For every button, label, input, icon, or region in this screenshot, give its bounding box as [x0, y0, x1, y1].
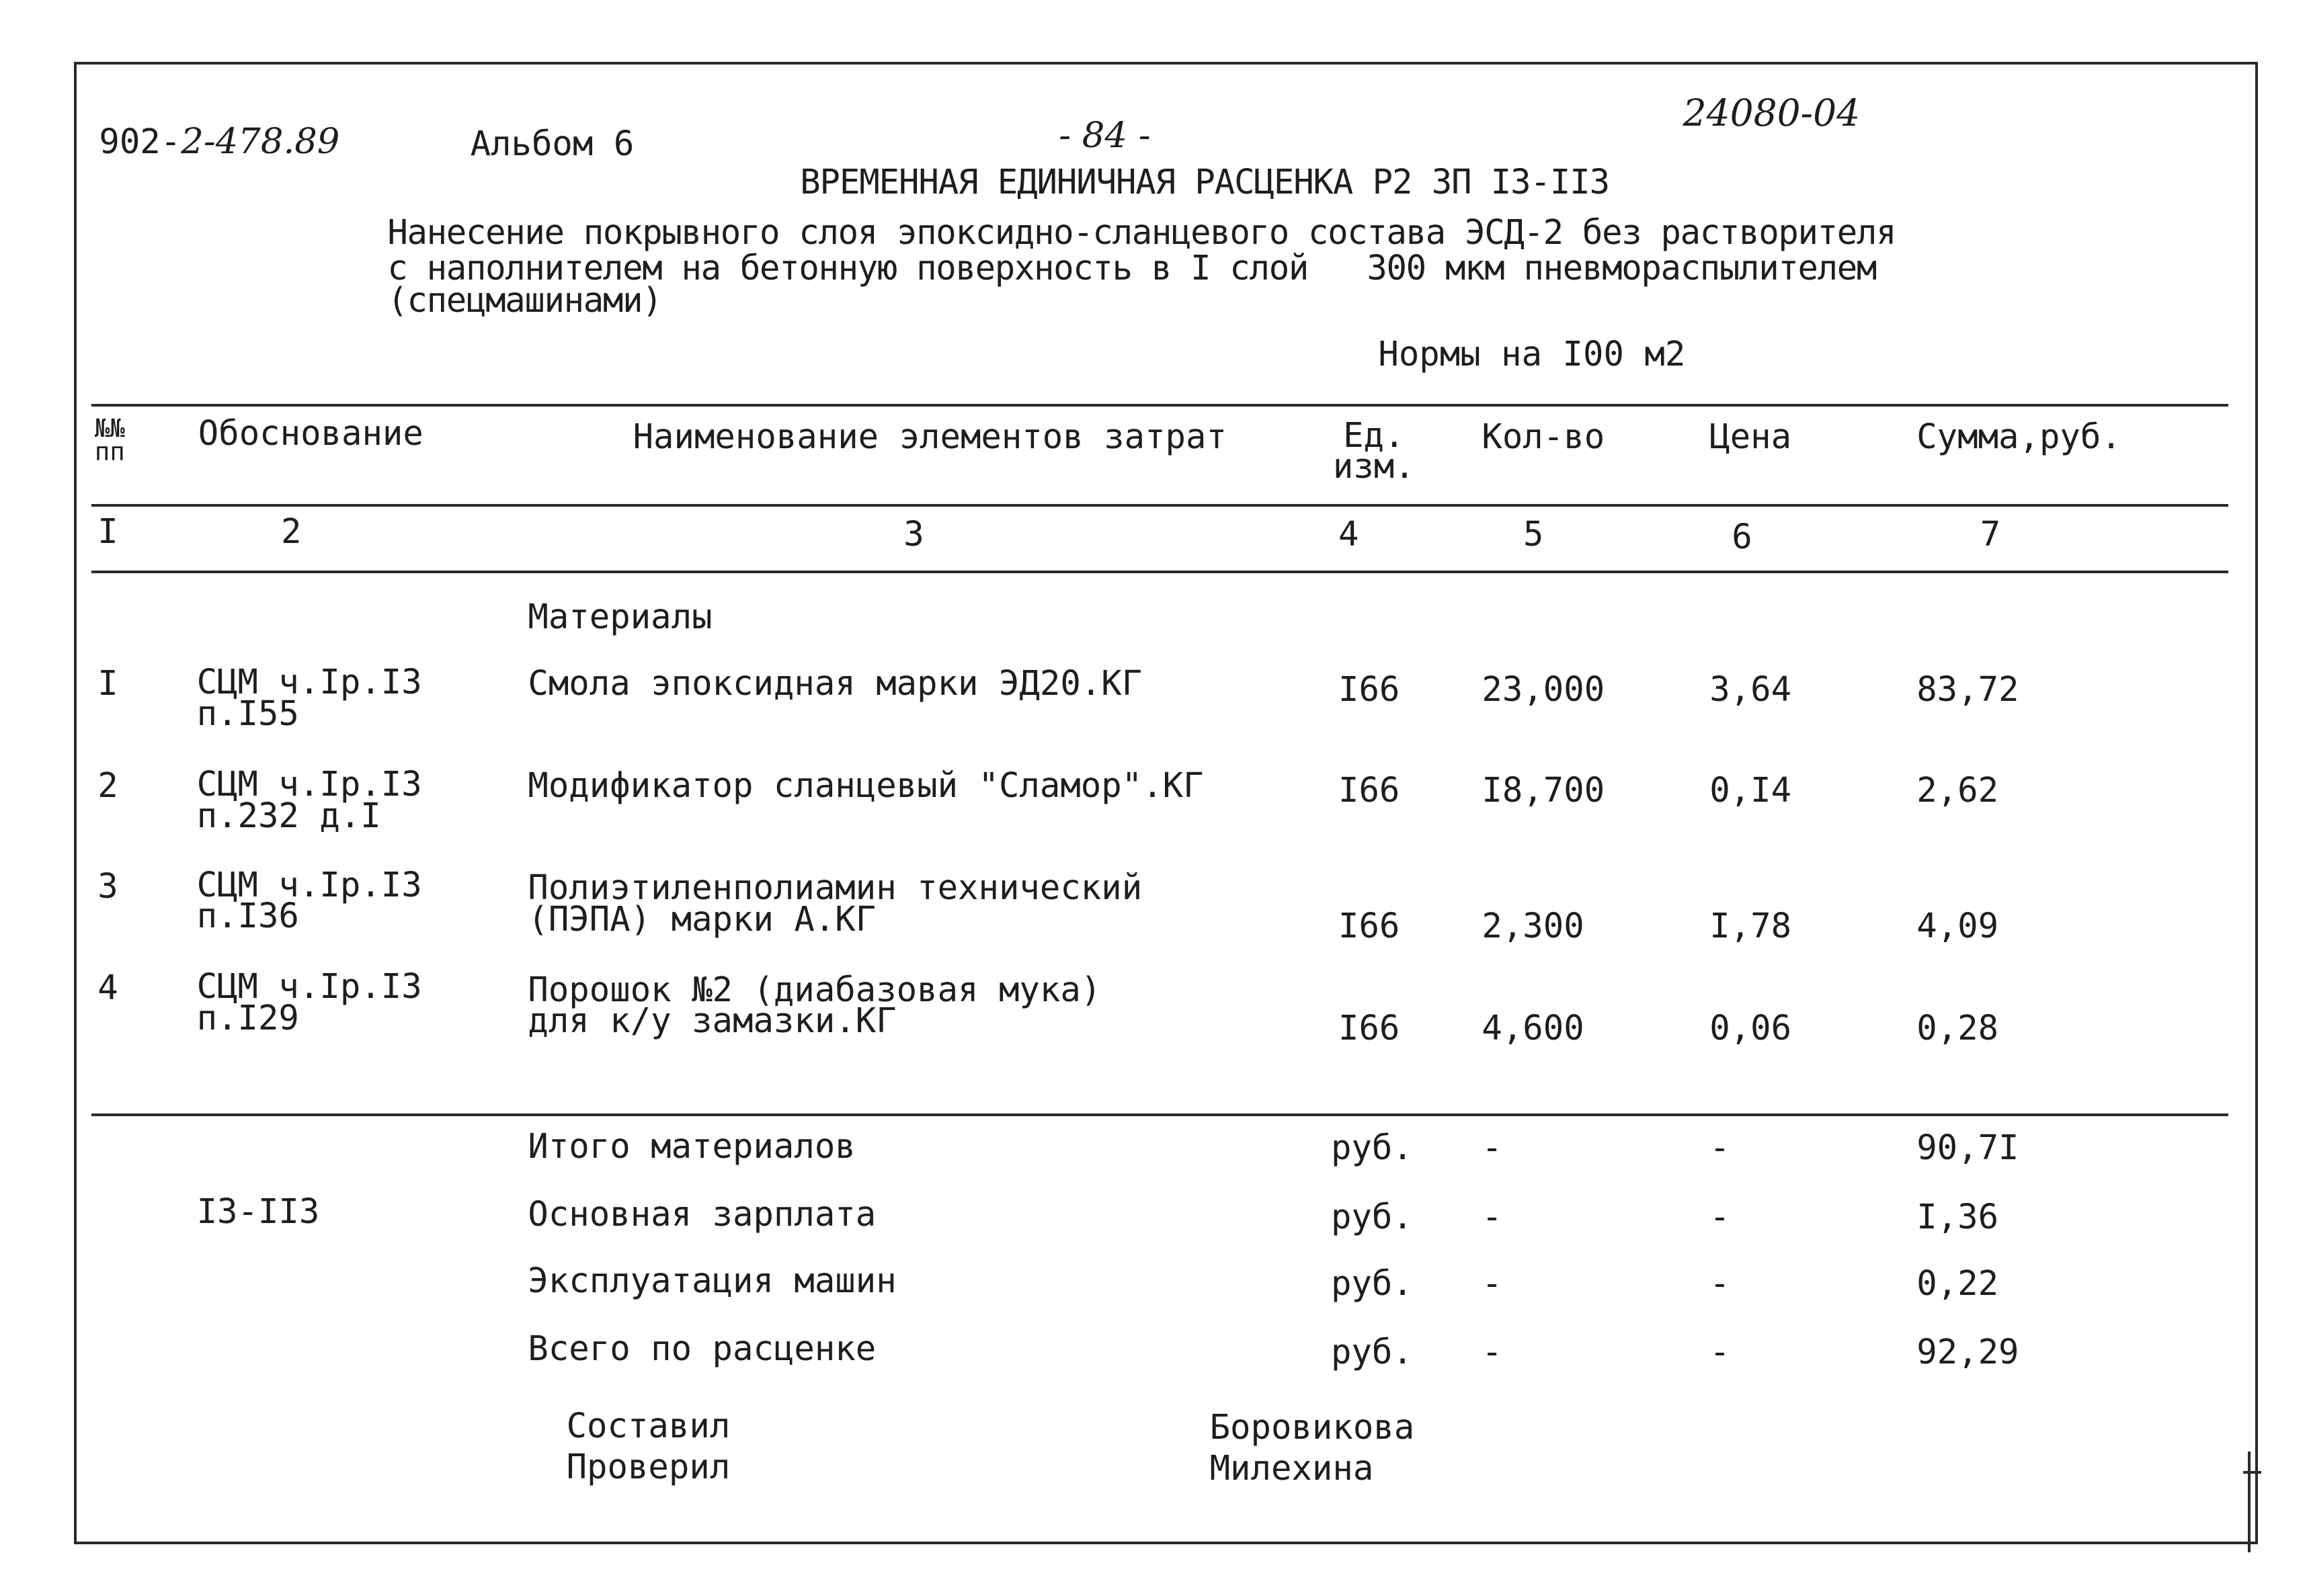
summary-sum: I,36	[1916, 1197, 1999, 1237]
summary-qty: -	[1482, 1128, 1502, 1167]
col-header-price: Цена	[1709, 416, 1792, 456]
col-number-3: 3	[903, 514, 924, 554]
col-header-unit: Ед. изм.	[1332, 415, 1415, 487]
description-line-1: Нанесение покрывного слоя эпоксидно-сланцевого состава ЭСД-2 без растворителя	[387, 212, 1896, 253]
album-label: Альбом 6	[470, 124, 635, 164]
col-header-qty: Кол-во	[1482, 416, 1605, 456]
description-line-2: с наполнителем на бетонную поверхность в I слой 300 мкм пневмораспылителем	[387, 248, 1877, 288]
summary-qty: -	[1482, 1197, 1502, 1237]
row-name: Модификатор сланцевый "Сламор".КГ	[528, 765, 1204, 806]
project-code	[99, 120, 340, 162]
row-num: 2	[97, 765, 118, 805]
checked-label: Проверил	[566, 1447, 731, 1487]
row-price: 0,I4	[1709, 769, 1792, 810]
summary-name: Основная зарплата	[528, 1194, 877, 1234]
summary-sum: 92,29	[1916, 1331, 2019, 1372]
summary-unit: руб.	[1331, 1128, 1413, 1167]
row-unit: I66	[1338, 906, 1400, 946]
summary-price: -	[1709, 1263, 1730, 1304]
description-line-3: (спецмашинами)	[387, 280, 662, 321]
col-number-1: I	[97, 511, 118, 551]
summary-qty: -	[1482, 1331, 1502, 1372]
col-header-name: Наименование элементов затрат	[633, 416, 1227, 456]
row-price: 3,64	[1709, 669, 1792, 709]
row-basis: СЦМ ч.Iр.I3 п.I36	[196, 864, 422, 936]
summary-sum: 90,7I	[1916, 1128, 2019, 1167]
checked-name: Милехина	[1209, 1448, 1374, 1488]
col-number-4: 4	[1338, 514, 1359, 554]
summary-qty: -	[1482, 1263, 1502, 1304]
col-header-num: №№ пп	[94, 413, 125, 466]
row-qty: 4,600	[1482, 1007, 1584, 1048]
summary-name: Итого материалов	[528, 1126, 856, 1166]
column-numbers-rule	[91, 571, 2228, 573]
row-sum: 0,28	[1916, 1007, 1999, 1048]
summary-basis: I3-II3	[196, 1191, 320, 1231]
page-number: - 84 -	[1059, 115, 1151, 156]
project-code-handwritten: 2-478.89	[181, 120, 340, 162]
row-num: I	[97, 663, 118, 704]
row-name: Порошок №2 (диабазовая мука) для к/у замазки.КГ	[528, 969, 1102, 1041]
summary-rule	[91, 1114, 2228, 1116]
summary-unit: руб.	[1331, 1331, 1413, 1372]
row-sum: 83,72	[1916, 669, 2019, 709]
row-name: Смола эпоксидная марки ЭД20.КГ	[528, 663, 1143, 704]
row-basis: СЦМ ч.Iр.I3 п.I29	[196, 966, 422, 1038]
row-num: 4	[97, 968, 118, 1008]
row-qty: I8,700	[1482, 769, 1605, 810]
col-header-basis: Обоснование	[198, 413, 423, 454]
edge-vertical-mark	[2248, 1452, 2251, 1552]
summary-price: -	[1709, 1197, 1730, 1237]
row-name: Полиэтиленполиамин технический (ПЭПА) марки А.КГ	[528, 868, 1143, 939]
summary-name: Эксплуатация машин	[528, 1261, 897, 1300]
compiled-name: Боровикова	[1209, 1406, 1415, 1447]
summary-sum: 0,22	[1916, 1263, 1999, 1304]
row-unit: I66	[1338, 669, 1400, 709]
col-number-5: 5	[1523, 514, 1544, 554]
header-rule	[91, 504, 2228, 507]
norms-note: Нормы на I00 м2	[1378, 333, 1686, 374]
row-sum: 2,62	[1916, 769, 1999, 810]
table-top-rule	[91, 404, 2228, 407]
summary-price: -	[1709, 1128, 1730, 1167]
row-qty: 2,300	[1482, 906, 1584, 946]
project-code-print: 902-	[99, 121, 181, 161]
row-basis: СЦМ ч.Iр.I3 п.I55	[196, 662, 422, 733]
row-qty: 23,000	[1482, 669, 1605, 709]
edge-tick-mark	[2243, 1471, 2261, 1474]
col-number-7: 7	[1980, 514, 2001, 554]
page-title: ВРЕМЕННАЯ ЕДИНИЧНАЯ РАСЦЕНКА Р2 ЗП I3-II3	[800, 162, 1609, 202]
col-header-sum: Сумма,руб.	[1916, 416, 2121, 456]
summary-unit: руб.	[1331, 1197, 1413, 1237]
compiled-label: Составил	[566, 1405, 731, 1445]
row-num: 3	[97, 866, 118, 906]
inventory-number: 24080-04	[1683, 91, 1861, 134]
row-price: 0,06	[1709, 1007, 1792, 1048]
row-basis: СЦМ ч.Iр.I3 п.232 д.I	[196, 764, 422, 835]
col-number-6: 6	[1732, 517, 1752, 557]
row-unit: I66	[1338, 769, 1400, 810]
row-price: I,78	[1709, 906, 1792, 946]
summary-name: Всего по расценке	[528, 1329, 877, 1369]
section-title: Материалы	[528, 597, 713, 637]
row-sum: 4,09	[1916, 906, 1999, 946]
summary-price: -	[1709, 1331, 1730, 1372]
summary-unit: руб.	[1331, 1263, 1413, 1304]
col-number-2: 2	[281, 511, 302, 551]
row-unit: I66	[1338, 1007, 1400, 1048]
